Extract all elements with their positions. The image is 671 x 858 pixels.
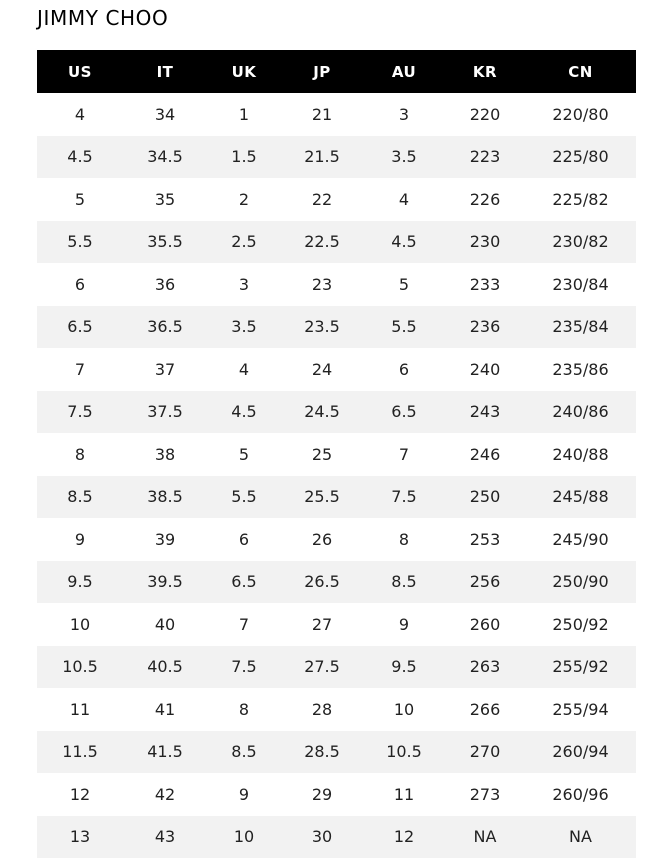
cell-au: 7	[363, 433, 445, 476]
cell-kr: 230	[445, 221, 525, 264]
cell-jp: 21	[281, 93, 363, 136]
cell-au: 7.5	[363, 476, 445, 519]
cell-au: 12	[363, 816, 445, 858]
cell-kr: 233	[445, 263, 525, 306]
cell-it: 43	[123, 816, 207, 858]
cell-au: 9	[363, 603, 445, 646]
cell-it: 35	[123, 178, 207, 221]
cell-uk: 2	[207, 178, 281, 221]
cell-cn: 260/96	[525, 773, 636, 816]
cell-us: 7.5	[37, 391, 123, 434]
cell-jp: 22.5	[281, 221, 363, 264]
table-row	[37, 816, 636, 858]
cell-cn: 250/92	[525, 603, 636, 646]
cell-au: 6	[363, 348, 445, 391]
table-row	[37, 306, 636, 349]
cell-jp: 29	[281, 773, 363, 816]
cell-us: 11.5	[37, 731, 123, 774]
cell-cn: 250/90	[525, 561, 636, 604]
cell-cn: 225/80	[525, 136, 636, 179]
column-header-kr: KR	[445, 50, 525, 93]
table-header	[37, 50, 636, 93]
cell-it: 34.5	[123, 136, 207, 179]
cell-us: 9.5	[37, 561, 123, 604]
cell-uk: 2.5	[207, 221, 281, 264]
cell-cn: 230/82	[525, 221, 636, 264]
cell-uk: 7	[207, 603, 281, 646]
cell-it: 34	[123, 93, 207, 136]
cell-uk: 5	[207, 433, 281, 476]
cell-au: 3.5	[363, 136, 445, 179]
table-row	[37, 518, 636, 561]
cell-it: 38.5	[123, 476, 207, 519]
cell-us: 4	[37, 93, 123, 136]
cell-kr: 250	[445, 476, 525, 519]
cell-us: 4.5	[37, 136, 123, 179]
cell-au: 11	[363, 773, 445, 816]
cell-uk: 9	[207, 773, 281, 816]
size-chart-table	[37, 50, 636, 858]
cell-kr: 256	[445, 561, 525, 604]
cell-cn: 225/82	[525, 178, 636, 221]
cell-it: 35.5	[123, 221, 207, 264]
cell-cn: 235/86	[525, 348, 636, 391]
cell-it: 39.5	[123, 561, 207, 604]
cell-jp: 24.5	[281, 391, 363, 434]
table-body	[37, 93, 636, 858]
cell-uk: 6	[207, 518, 281, 561]
cell-au: 6.5	[363, 391, 445, 434]
cell-jp: 27	[281, 603, 363, 646]
cell-cn: 230/84	[525, 263, 636, 306]
cell-cn: 245/88	[525, 476, 636, 519]
table-row	[37, 603, 636, 646]
cell-jp: 26	[281, 518, 363, 561]
table-row	[37, 561, 636, 604]
cell-au: 3	[363, 93, 445, 136]
cell-uk: 3.5	[207, 306, 281, 349]
cell-uk: 8.5	[207, 731, 281, 774]
cell-au: 8	[363, 518, 445, 561]
cell-kr: 253	[445, 518, 525, 561]
cell-au: 9.5	[363, 646, 445, 689]
cell-cn: 240/88	[525, 433, 636, 476]
cell-jp: 30	[281, 816, 363, 858]
cell-uk: 10	[207, 816, 281, 858]
column-header-it: IT	[123, 50, 207, 93]
cell-uk: 4	[207, 348, 281, 391]
cell-us: 13	[37, 816, 123, 858]
cell-jp: 28	[281, 688, 363, 731]
cell-us: 8.5	[37, 476, 123, 519]
cell-us: 6	[37, 263, 123, 306]
table-row	[37, 433, 636, 476]
column-header-jp: JP	[281, 50, 363, 93]
table-row	[37, 646, 636, 689]
table-row	[37, 178, 636, 221]
cell-cn: 260/94	[525, 731, 636, 774]
table-row	[37, 773, 636, 816]
cell-it: 37.5	[123, 391, 207, 434]
cell-kr: 270	[445, 731, 525, 774]
cell-au: 10.5	[363, 731, 445, 774]
cell-it: 39	[123, 518, 207, 561]
cell-it: 38	[123, 433, 207, 476]
cell-us: 9	[37, 518, 123, 561]
cell-us: 5	[37, 178, 123, 221]
cell-au: 5	[363, 263, 445, 306]
cell-us: 8	[37, 433, 123, 476]
cell-us: 10	[37, 603, 123, 646]
cell-cn: NA	[525, 816, 636, 858]
column-header-us: US	[37, 50, 123, 93]
cell-kr: 273	[445, 773, 525, 816]
cell-cn: 220/80	[525, 93, 636, 136]
cell-us: 11	[37, 688, 123, 731]
brand-title: JIMMY CHOO	[37, 6, 168, 30]
cell-us: 7	[37, 348, 123, 391]
cell-au: 8.5	[363, 561, 445, 604]
cell-kr: 240	[445, 348, 525, 391]
cell-it: 41.5	[123, 731, 207, 774]
cell-uk: 1.5	[207, 136, 281, 179]
cell-au: 4	[363, 178, 445, 221]
table-row	[37, 476, 636, 519]
cell-uk: 1	[207, 93, 281, 136]
cell-it: 37	[123, 348, 207, 391]
cell-kr: 226	[445, 178, 525, 221]
cell-us: 6.5	[37, 306, 123, 349]
table-row	[37, 348, 636, 391]
header-row	[37, 50, 636, 93]
cell-uk: 7.5	[207, 646, 281, 689]
cell-us: 12	[37, 773, 123, 816]
cell-kr: 243	[445, 391, 525, 434]
cell-uk: 5.5	[207, 476, 281, 519]
cell-uk: 6.5	[207, 561, 281, 604]
cell-it: 40.5	[123, 646, 207, 689]
table-row	[37, 391, 636, 434]
column-header-au: AU	[363, 50, 445, 93]
cell-it: 42	[123, 773, 207, 816]
column-header-cn: CN	[525, 50, 636, 93]
cell-it: 40	[123, 603, 207, 646]
cell-kr: 263	[445, 646, 525, 689]
cell-jp: 24	[281, 348, 363, 391]
cell-uk: 4.5	[207, 391, 281, 434]
cell-au: 5.5	[363, 306, 445, 349]
cell-au: 4.5	[363, 221, 445, 264]
cell-uk: 3	[207, 263, 281, 306]
column-header-uk: UK	[207, 50, 281, 93]
cell-cn: 255/92	[525, 646, 636, 689]
table-row	[37, 221, 636, 264]
cell-us: 10.5	[37, 646, 123, 689]
cell-jp: 23.5	[281, 306, 363, 349]
cell-it: 36	[123, 263, 207, 306]
cell-jp: 21.5	[281, 136, 363, 179]
cell-kr: 266	[445, 688, 525, 731]
cell-us: 5.5	[37, 221, 123, 264]
table-row	[37, 731, 636, 774]
cell-it: 36.5	[123, 306, 207, 349]
table-row	[37, 263, 636, 306]
cell-kr: NA	[445, 816, 525, 858]
cell-jp: 26.5	[281, 561, 363, 604]
table-row	[37, 688, 636, 731]
cell-jp: 22	[281, 178, 363, 221]
cell-cn: 255/94	[525, 688, 636, 731]
cell-jp: 25	[281, 433, 363, 476]
cell-cn: 240/86	[525, 391, 636, 434]
table-row	[37, 93, 636, 136]
cell-jp: 28.5	[281, 731, 363, 774]
cell-it: 41	[123, 688, 207, 731]
cell-kr: 260	[445, 603, 525, 646]
cell-jp: 23	[281, 263, 363, 306]
cell-cn: 245/90	[525, 518, 636, 561]
cell-cn: 235/84	[525, 306, 636, 349]
cell-uk: 8	[207, 688, 281, 731]
cell-jp: 25.5	[281, 476, 363, 519]
cell-kr: 220	[445, 93, 525, 136]
cell-jp: 27.5	[281, 646, 363, 689]
cell-kr: 236	[445, 306, 525, 349]
cell-kr: 223	[445, 136, 525, 179]
cell-kr: 246	[445, 433, 525, 476]
table-row	[37, 136, 636, 179]
cell-au: 10	[363, 688, 445, 731]
